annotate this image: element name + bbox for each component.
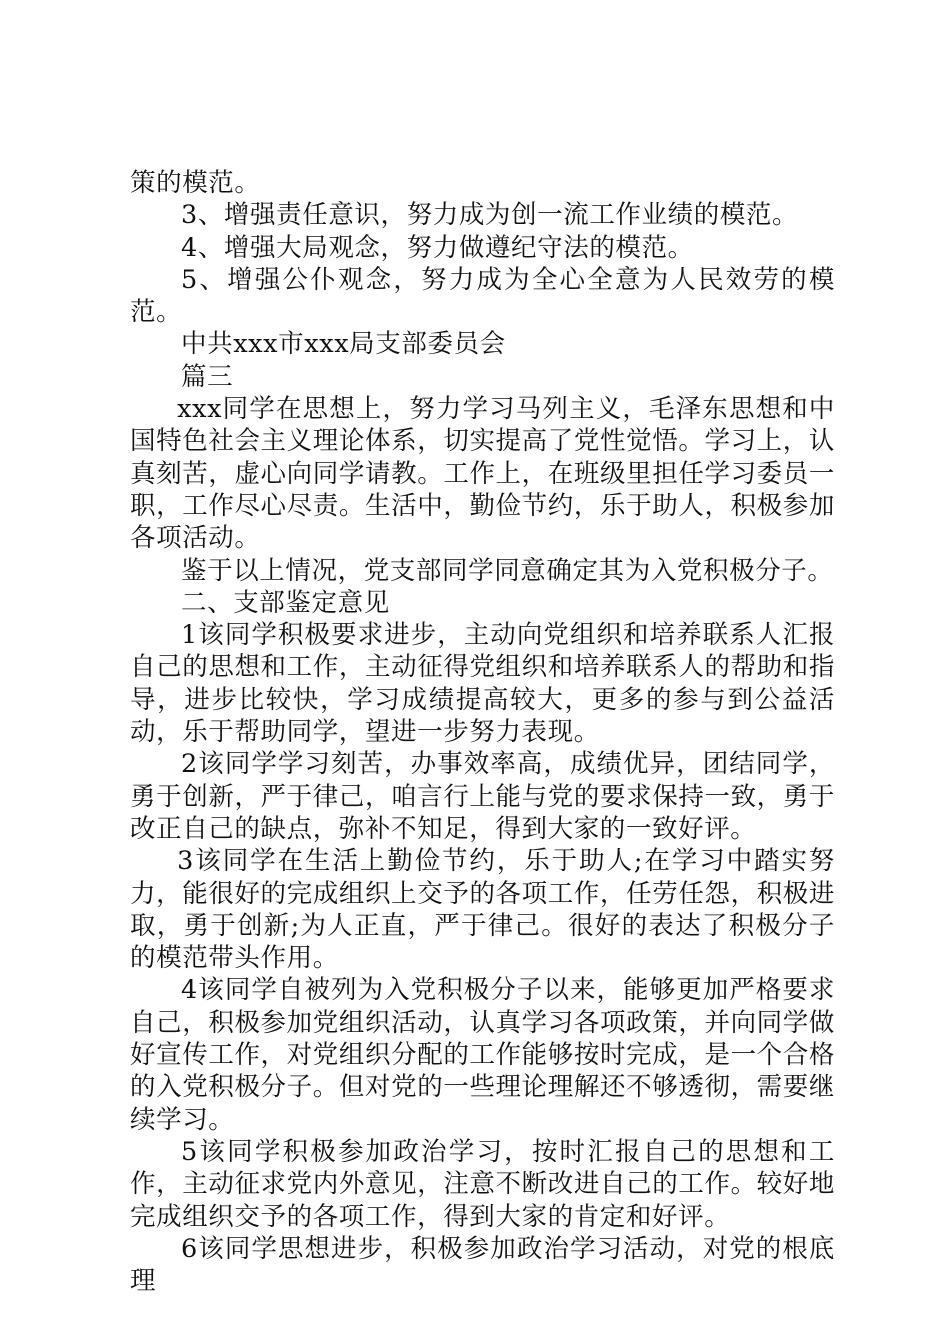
opinion-item-4: 4该同学自被列为入党积极分子以来，能够更加严格要求自己，积极参加党组织活动，认真学习各项政策，并向同学做好宣传工作，对党组织分配的工作能够按时完成，是一个合格的入党积极分子。但对党的一些理论理解还不够透彻，需要继续学习。 (130, 975, 835, 1135)
opinion-item-2: 2该同学学习刻苦，办事效率高，成绩优异，团结同学，勇于创新，严于律己，咱言行上能与党的要求保持一致，勇于改正自己的缺点，弥补不知足，得到大家的一致好评。 (130, 749, 835, 844)
section-heading-part-three: 篇三 (181, 361, 234, 392)
document-body (130, 167, 835, 1297)
paragraph-continuation: 策的模范。 (130, 168, 261, 198)
opinion-item-6: 6该同学思想进步，积极参加政治学习活动，对党的根底理 (130, 1233, 835, 1297)
paragraph-student-summary: xxx同学在思想上，努力学习马列主义，毛泽东思想和中国特色社会主义理论体系，切实提高了党性觉悟。学习上，认真刻苦，虚心向同学请教。工作上，在班级里担任学习委员一职，工作尽心尽责。生活中，勤俭节约，乐于助人，积极参加各项活动。 (130, 394, 835, 554)
paragraph-conclusion: 鉴于以上情况，党支部同学同意确定其为入党积极分子。 (181, 555, 834, 586)
paragraph-item-4: 4、增强大局观念，努力做遵纪守法的模范。 (181, 232, 694, 263)
opinion-item-5: 5该同学积极参加政治学习，按时汇报自己的思想和工作，主动征求党内外意见，注意不断改进自己的工作。较好地完成组织交予的各项工作，得到大家的肯定和好评。 (130, 1136, 835, 1232)
opinion-item-3: 3该同学在生活上勤俭节约，乐于助人;在学习中踏实努力，能很好的完成组织上交予的各项工作，任劳任怨，积极进取，勇于创新;为人正直，严于律己。很好的表达了积极分子的模范带头作用。 (130, 846, 835, 974)
paragraph-item-3: 3、增强责任意识，努力成为创一流工作业绩的模范。 (181, 200, 799, 231)
paragraph-item-5: 5、增强公仆观念，努力成为全心全意为人民效劳的模范。 (130, 264, 835, 328)
opinion-item-1: 1该同学积极要求进步，主动向党组织和培养联系人汇报自己的思想和工作，主动征得党组织和培养联系人的帮助和指导，进步比较快，学习成绩提高较大，更多的参与到公益活动，乐于帮助同学，望进一步努力表现。 (130, 620, 835, 748)
section-heading-branch-opinion: 二、支部鉴定意见 (181, 587, 390, 618)
signature-line: 中共xxx市xxx局支部委员会 (181, 329, 506, 360)
